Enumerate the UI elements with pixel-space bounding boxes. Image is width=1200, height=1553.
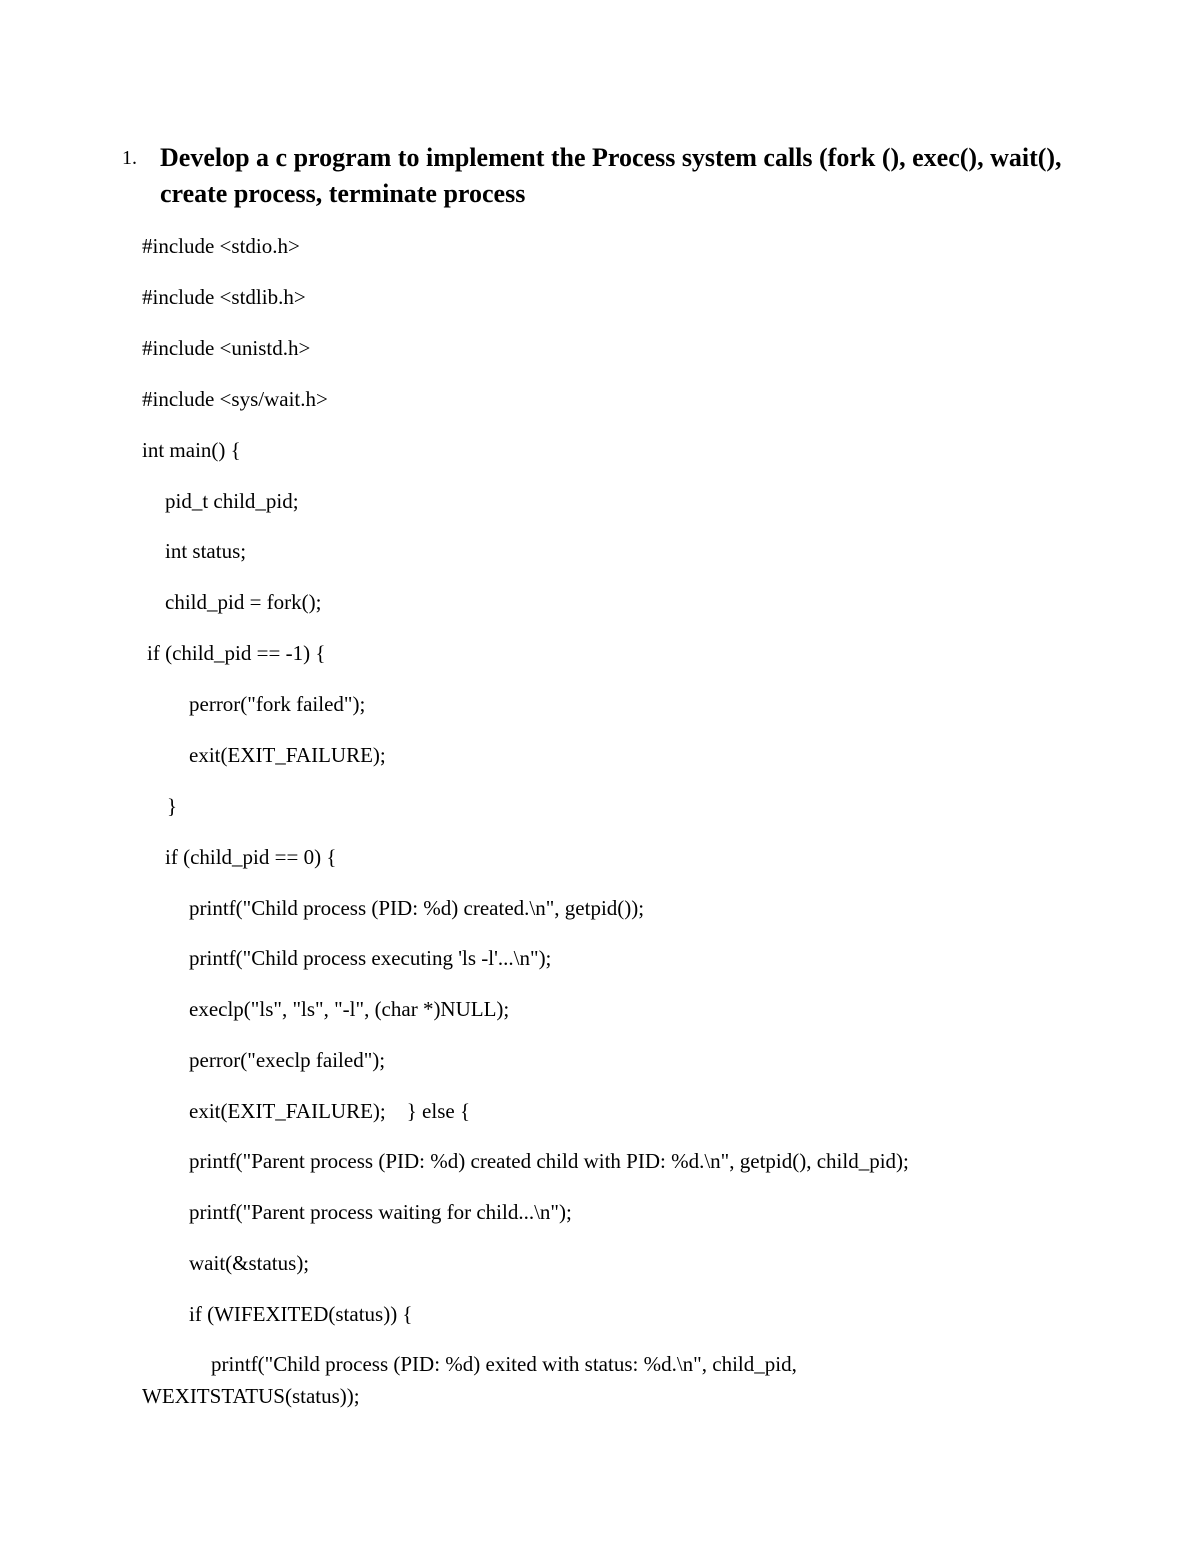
code-line: #include <stdio.h> <box>142 234 300 258</box>
code-line: printf("Parent process waiting for child...\n"); <box>189 1200 572 1224</box>
code-line: #include <unistd.h> <box>142 336 311 360</box>
code-line: if (WIFEXITED(status)) { <box>189 1302 413 1326</box>
code-line: perror("execlp failed"); <box>189 1048 386 1072</box>
code-line: perror("fork failed"); <box>189 692 366 716</box>
code-line: execlp("ls", "ls", "-l", (char *)NULL); <box>189 997 510 1021</box>
code-line: if (child_pid == 0) { <box>165 845 337 869</box>
code-line: wait(&status); <box>189 1251 310 1275</box>
code-line: } <box>167 794 178 818</box>
code-line: #include <stdlib.h> <box>142 285 306 309</box>
code-line: printf("Child process (PID: %d) exited with status: %d.\n", child_pid, <box>211 1352 797 1376</box>
question-number: 1. <box>122 147 137 169</box>
code-line: int main() { <box>142 438 241 462</box>
code-line: #include <sys/wait.h> <box>142 387 328 411</box>
question-title: Develop a c program to implement the Process system calls (fork (), exec(), wait(), create process, terminate process <box>160 143 1062 208</box>
code-line: printf("Child process executing 'ls -l'...\n"); <box>189 946 552 970</box>
code-line: WEXITSTATUS(status)); <box>142 1384 360 1408</box>
code-line: pid_t child_pid; <box>165 489 299 513</box>
code-line: if (child_pid == -1) { <box>147 641 326 665</box>
code-line: printf("Child process (PID: %d) created.\n", getpid()); <box>189 896 645 920</box>
question-heading <box>122 140 1082 212</box>
code-line: int status; <box>165 539 247 563</box>
code-line: child_pid = fork(); <box>165 590 322 614</box>
code-line: exit(EXIT_FAILURE); } else { <box>189 1099 471 1123</box>
code-line: printf("Parent process (PID: %d) created child with PID: %d.\n", getpid(), child_pid); <box>189 1149 909 1173</box>
code-line: exit(EXIT_FAILURE); <box>189 743 386 767</box>
